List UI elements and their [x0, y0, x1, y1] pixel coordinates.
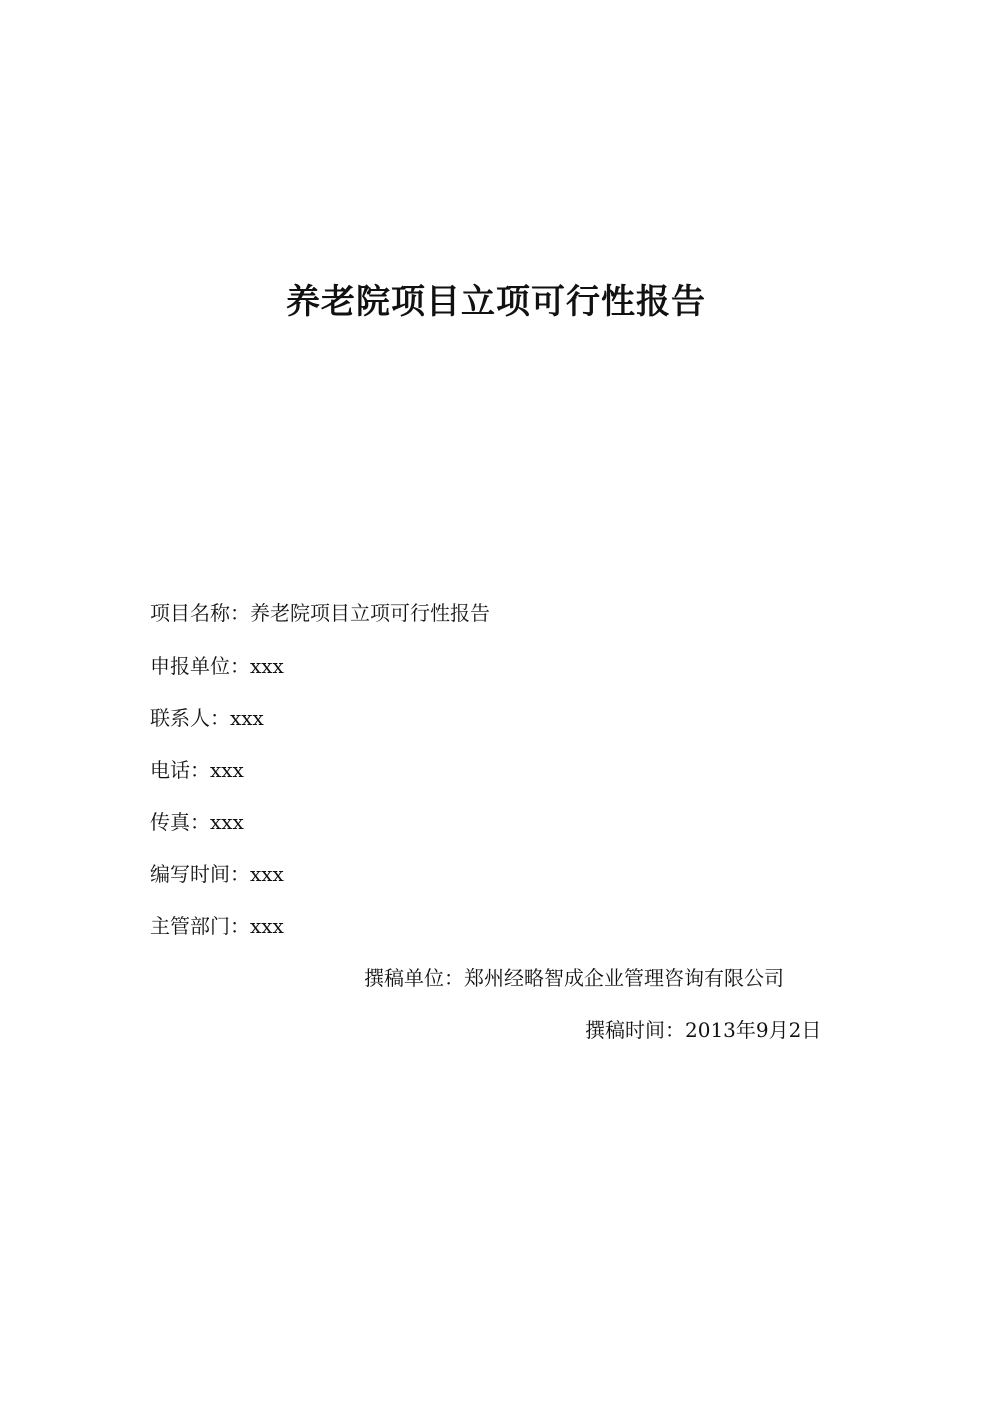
- field-label: 项目名称：: [150, 601, 250, 625]
- field-project-name: [150, 598, 490, 628]
- field-value: 养老院项目立项可行性报告: [250, 601, 490, 625]
- field-label: 传真：: [150, 810, 210, 834]
- field-label: 主管部门：: [150, 914, 250, 938]
- field-label: 电话：: [150, 758, 210, 782]
- field-value: xxx: [250, 914, 284, 938]
- author-date-value: 2013年9月2日: [685, 1018, 822, 1042]
- field-value: xxx: [250, 862, 284, 886]
- document-title: 养老院项目立项可行性报告: [286, 282, 706, 322]
- field-supervising-department: [150, 911, 284, 941]
- field-value: xxx: [250, 654, 284, 678]
- field-value: xxx: [210, 758, 244, 782]
- field-contact-person: [150, 703, 264, 733]
- field-value: xxx: [230, 706, 264, 730]
- field-value: xxx: [210, 810, 244, 834]
- author-date-line: [585, 1015, 821, 1045]
- field-label: 联系人：: [150, 706, 230, 730]
- author-unit-label: 撰稿单位：: [364, 966, 464, 990]
- field-label: 编写时间：: [150, 862, 250, 886]
- field-fax: [150, 807, 244, 837]
- author-date-label: 撰稿时间：: [585, 1018, 685, 1042]
- field-phone: [150, 755, 244, 785]
- author-unit-value: 郑州经略智成企业管理咨询有限公司: [464, 966, 784, 990]
- field-label: 申报单位：: [150, 654, 250, 678]
- author-unit-line: [364, 963, 784, 993]
- field-compile-time: [150, 859, 284, 889]
- field-applicant-unit: [150, 651, 284, 681]
